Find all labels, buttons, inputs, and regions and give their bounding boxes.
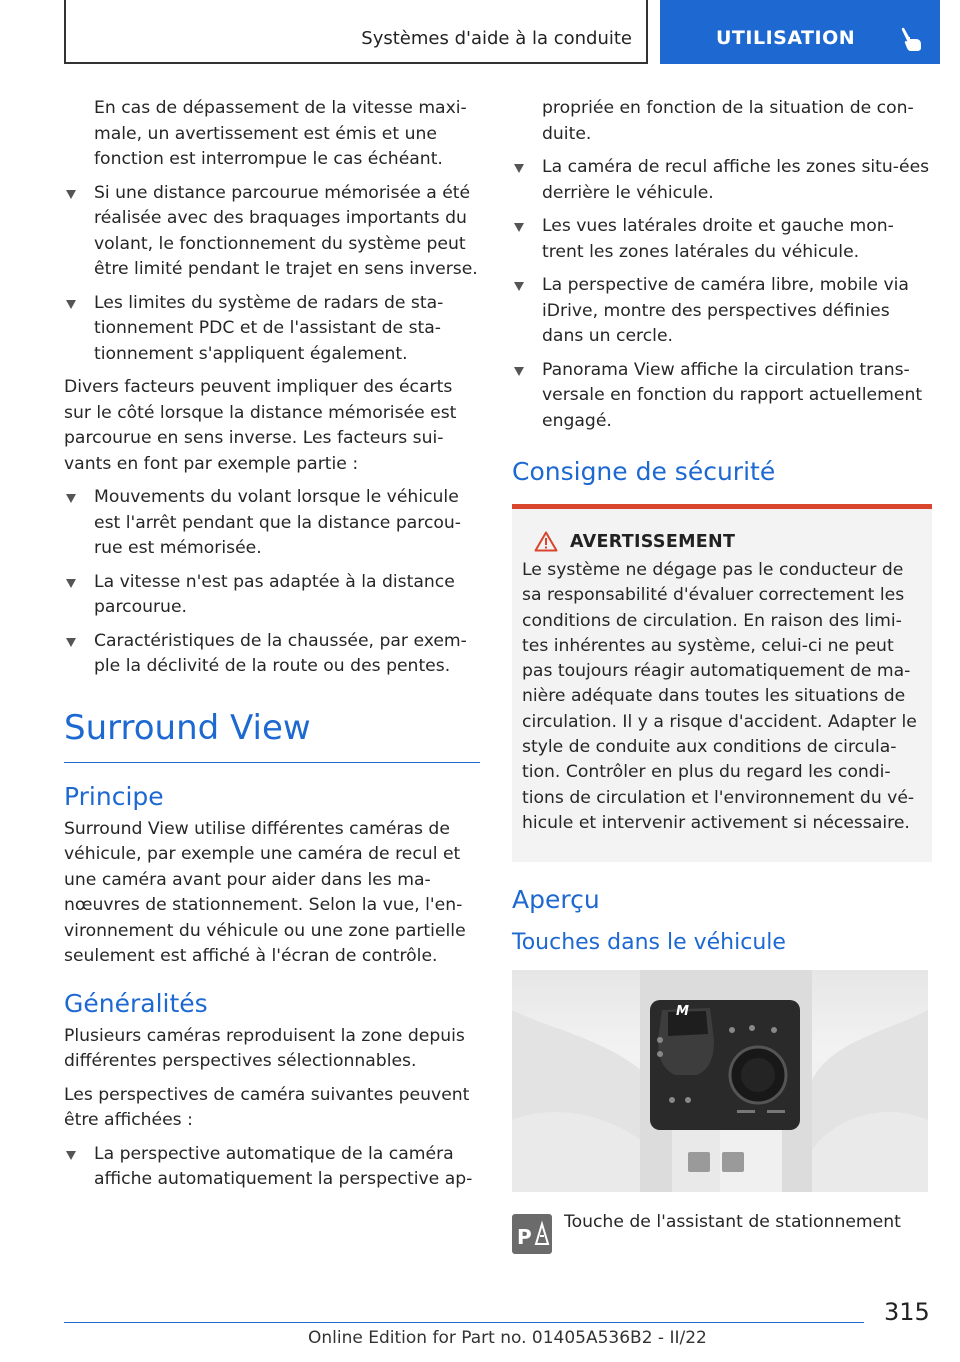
general-text-1: Plusieurs caméras reproduisent la zone depuis différentes perspectives sélectionnables. — [64, 1025, 465, 1071]
warning-title: AVERTISSEMENT — [570, 531, 736, 552]
section-title-surround-view: Surround View — [64, 707, 311, 748]
left-column — [64, 96, 480, 1201]
heading-principle: Principe — [64, 781, 164, 811]
right-continuation: propriée en fonction de la situation de con-duite. — [542, 98, 914, 144]
center-console-photo — [512, 970, 928, 1192]
svg-text:P: P — [517, 1225, 532, 1250]
caption-row — [512, 1210, 932, 1254]
parking-assistant-button-icon — [512, 1214, 552, 1254]
footer-divider — [64, 1322, 864, 1323]
footer-edition: Online Edition for Part no. 01405A536B2 - II/22 — [308, 1328, 707, 1348]
gear-selector-logo: M — [676, 1004, 689, 1020]
list-item: La vitesse n'est pas adaptée à la distance parcourue. — [64, 570, 480, 621]
page-number: 315 — [884, 1298, 930, 1326]
pointing-hand-icon — [900, 26, 924, 52]
header-chapter-box — [660, 0, 940, 64]
heading-overview: Aperçu — [512, 885, 600, 915]
triangle-bullet-icon — [66, 579, 76, 588]
triangle-bullet-icon — [66, 1151, 76, 1160]
header-section-box — [64, 0, 648, 64]
list-item: Les limites du système de radars de sta-tionnement PDC et de l'assistant de sta-tionnement s'appliquent également. — [64, 291, 480, 368]
list-item: Caractéristiques de la chaussée, par exem-ple la déclivité de la route ou des pentes. — [64, 629, 480, 680]
section-divider — [64, 762, 480, 763]
principle-text: Surround View utilise différentes caméras de véhicule, par exemple une caméra de recul et une caméra avant pour aider dans les ma-nœuvres de stationnement. Selon la vue, l'en-vironnement du véhicule ou une zone partielle seulement est affiché à l'écran de contrôle. — [64, 818, 466, 966]
triangle-bullet-icon — [514, 282, 524, 291]
list-item: La caméra de recul affiche les zones situ-ées derrière le véhicule. — [512, 155, 932, 206]
triangle-bullet-icon — [66, 494, 76, 503]
triangle-bullet-icon — [514, 223, 524, 232]
warning-header — [522, 531, 922, 552]
triangle-bullet-icon — [66, 300, 76, 309]
heading-general: Généralités — [64, 988, 208, 1018]
header-section-title: Systèmes d'aide à la conduite — [361, 28, 632, 49]
list-item: La perspective de caméra libre, mobile via iDrive, montre des perspectives définies dans un cercle. — [512, 273, 932, 350]
list-item: Si une distance parcourue mémorisée a été réalisée avec des braquages importants du volant, le fonctionnement du système peut être limité pendant le trajet en sens inverse. — [64, 181, 480, 283]
list-item: Mouvements du volant lorsque le véhicule est l'arrêt pendant que la distance parcou-rue est mémorisée. — [64, 485, 480, 562]
center-console-illustration — [512, 970, 928, 1192]
heading-safety: Consigne de sécurité — [512, 457, 776, 486]
triangle-bullet-icon — [66, 190, 76, 199]
warning-box — [512, 504, 932, 862]
triangle-bullet-icon — [514, 164, 524, 173]
general-text-2: Les perspectives de caméra suivantes peuvent être affichées : — [64, 1084, 470, 1130]
warning-text: Le système ne dégage pas le conducteur de sa responsabilité d'évaluer correctement les conditions de circulation. En raison des limi-tes inhérentes au système, celui-ci ne peut pas toujours réagir automatiquement de ma-nière adéquate dans toutes les situations de circulation. Il y a risque d'accident. Adapter le style de conduite aux conditions de circula-tion. Contrôler en plus du regard les condi-tions de circulation et l'environnement du vé-hicule et intervenir activement si nécessaire. — [522, 560, 917, 833]
right-column — [512, 96, 932, 1254]
factors-paragraph: Divers facteurs peuvent impliquer des écarts sur le côté lorsque la distance mémorisée est parcourue en sens inverse. Les facteurs sui-vants en font par exemple partie : — [64, 377, 457, 474]
list-item: Les vues latérales droite et gauche mon-trent les zones latérales du véhicule. — [512, 214, 932, 265]
photo-caption: Touche de l'assistant de stationnement — [564, 1212, 901, 1233]
triangle-bullet-icon — [66, 638, 76, 647]
header-chapter-title: UTILISATION — [716, 27, 856, 49]
list-item: Panorama View affiche la circulation trans-versale en fonction du rapport actuellement engagé. — [512, 358, 932, 435]
heading-vehicle-buttons: Touches dans le véhicule — [512, 930, 786, 956]
triangle-bullet-icon — [514, 367, 524, 376]
warning-triangle-icon — [534, 531, 558, 552]
intro-continuation: En cas de dépassement de la vitesse maxi-male, un avertissement est émis et une fonction est interrompue le cas échéant. — [94, 98, 467, 169]
list-item: La perspective automatique de la caméra affiche automatiquement la perspective ap- — [64, 1142, 480, 1193]
